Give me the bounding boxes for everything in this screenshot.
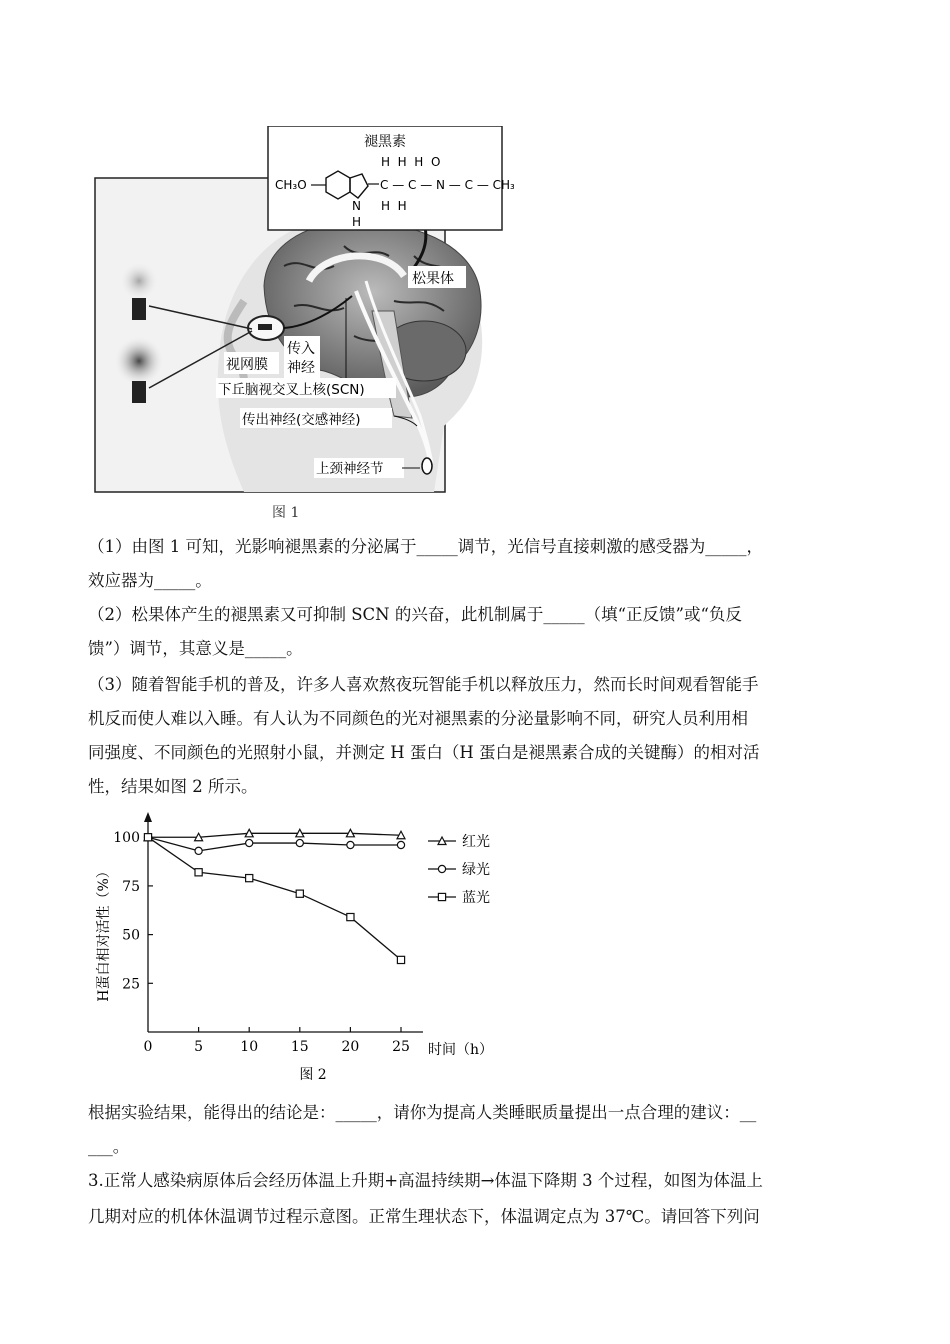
retina-label: 视网膜 [226, 357, 268, 373]
conclusion-line-2: ___。 [88, 1137, 130, 1156]
afferent-label-2: 神经 [287, 360, 315, 376]
candle-top [132, 298, 146, 320]
formula-nh-h: H [352, 215, 362, 229]
ganglion [422, 458, 432, 474]
data-point-circle-3 [296, 839, 303, 846]
chart-caption: 图 2 [299, 1067, 327, 1083]
question-next-line-1: 3.正常人感染病原体后会经历体温上升期+高温持续期→体温下降期 3 个过程，如图为体温上 [88, 1171, 763, 1190]
formula-ch3o: CH₃O [275, 178, 307, 192]
question-3-line-2: 机反而使人难以入睡。有人认为不同颜色的光对褪黑素的分泌量影响不同，研究人员利用相 [88, 709, 748, 728]
afferent-label-1: 传入 [287, 341, 315, 357]
figure-2-chart [88, 808, 528, 1093]
legend-marker-square [438, 893, 445, 900]
question-1-line-1: （1）由图 1 可知，光影响褪黑素的分泌属于_____调节，光信号直接刺激的感受器为_____， [88, 537, 763, 556]
y-tick-label-2: 75 [122, 878, 140, 895]
y-axis-label: H蛋白相对活性（%） [96, 864, 112, 1002]
formula-h-bottom: H H [381, 199, 407, 213]
conclusion-line-1: 根据实验结果，能得出的结论是：_____，请你为提高人类睡眠质量提出一点合理的建议：__ [88, 1103, 757, 1122]
data-point-square-2 [246, 875, 253, 882]
data-point-circle-2 [246, 839, 253, 846]
efferent-label: 传出神经(交感神经) [242, 412, 361, 428]
ganglion-label: 上颈神经节 [316, 461, 384, 477]
y-tick-label-3: 100 [113, 830, 140, 847]
data-point-square-1 [195, 869, 202, 876]
figure-1-melatonin-diagram [94, 126, 514, 524]
data-point-square-0 [144, 834, 151, 841]
scn-label: 下丘脑视交叉上核(SCN) [218, 382, 365, 398]
question-2-line-1: （2）松果体产生的褪黑素又可抑制 SCN 的兴奋，此机制属于_____（填“正反馈”或“负反 [88, 605, 742, 624]
data-point-square-5 [397, 956, 404, 963]
data-point-circle-5 [397, 841, 404, 848]
legend-label-circle: 绿光 [462, 862, 490, 878]
x-tick-label-4: 20 [341, 1039, 360, 1055]
legend-marker-circle [438, 865, 445, 872]
question-1-line-2: 效应器为_____。 [88, 571, 212, 590]
legend-label-square: 蓝光 [462, 890, 490, 906]
series-line-square [148, 837, 401, 960]
candle-glow-top [119, 261, 159, 301]
candle-bottom [132, 381, 146, 403]
candle-glow-bottom [113, 335, 165, 387]
data-point-circle-1 [195, 847, 202, 854]
question-3-line-4: 性，结果如图 2 所示。 [88, 777, 258, 796]
melatonin-title: 褪黑素 [364, 134, 406, 150]
x-tick-label-3: 15 [290, 1039, 309, 1055]
data-point-square-3 [296, 890, 303, 897]
x-tick-label-1: 5 [194, 1039, 204, 1055]
y-tick-label-0: 25 [122, 976, 140, 993]
pineal-label: 松果体 [412, 271, 454, 287]
x-axis-label: 时间（h） [428, 1042, 494, 1058]
activity-line-chart [88, 808, 528, 1093]
question-2-line-2: 馈”）调节，其意义是_____。 [88, 639, 303, 658]
formula-nh-n: N [352, 199, 361, 213]
brain-diagram-svg [94, 126, 514, 524]
y-tick-label-1: 50 [122, 927, 140, 944]
data-point-square-4 [347, 913, 354, 920]
series-line-triangle [148, 833, 401, 837]
retina-mark [258, 324, 272, 330]
x-tick-label-0: 0 [143, 1039, 153, 1055]
x-tick-label-5: 25 [392, 1039, 410, 1055]
legend-label-triangle: 红光 [462, 834, 490, 850]
data-point-circle-4 [347, 841, 354, 848]
series-line-circle [148, 837, 401, 851]
figure-1-caption: 图 1 [272, 505, 300, 521]
formula-h-top: H H H O [381, 155, 441, 169]
y-axis-arrow [144, 812, 152, 822]
question-next-line-2: 几期对应的机体休温调节过程示意图。正常生理状态下，体温调定点为 37℃。请回答下列问 [88, 1207, 760, 1226]
question-3-line-3: 同强度、不同颜色的光照射小鼠，并测定 H 蛋白（H 蛋白是褪黑素合成的关键酶）的相对活 [88, 743, 760, 762]
formula-chain: C — C — N — C — CH₃ [380, 178, 514, 192]
x-tick-label-2: 10 [240, 1039, 259, 1055]
question-3-line-1: （3）随着智能手机的普及，许多人喜欢熬夜玩智能手机以释放压力，然而长时间观看智能手 [88, 675, 759, 694]
